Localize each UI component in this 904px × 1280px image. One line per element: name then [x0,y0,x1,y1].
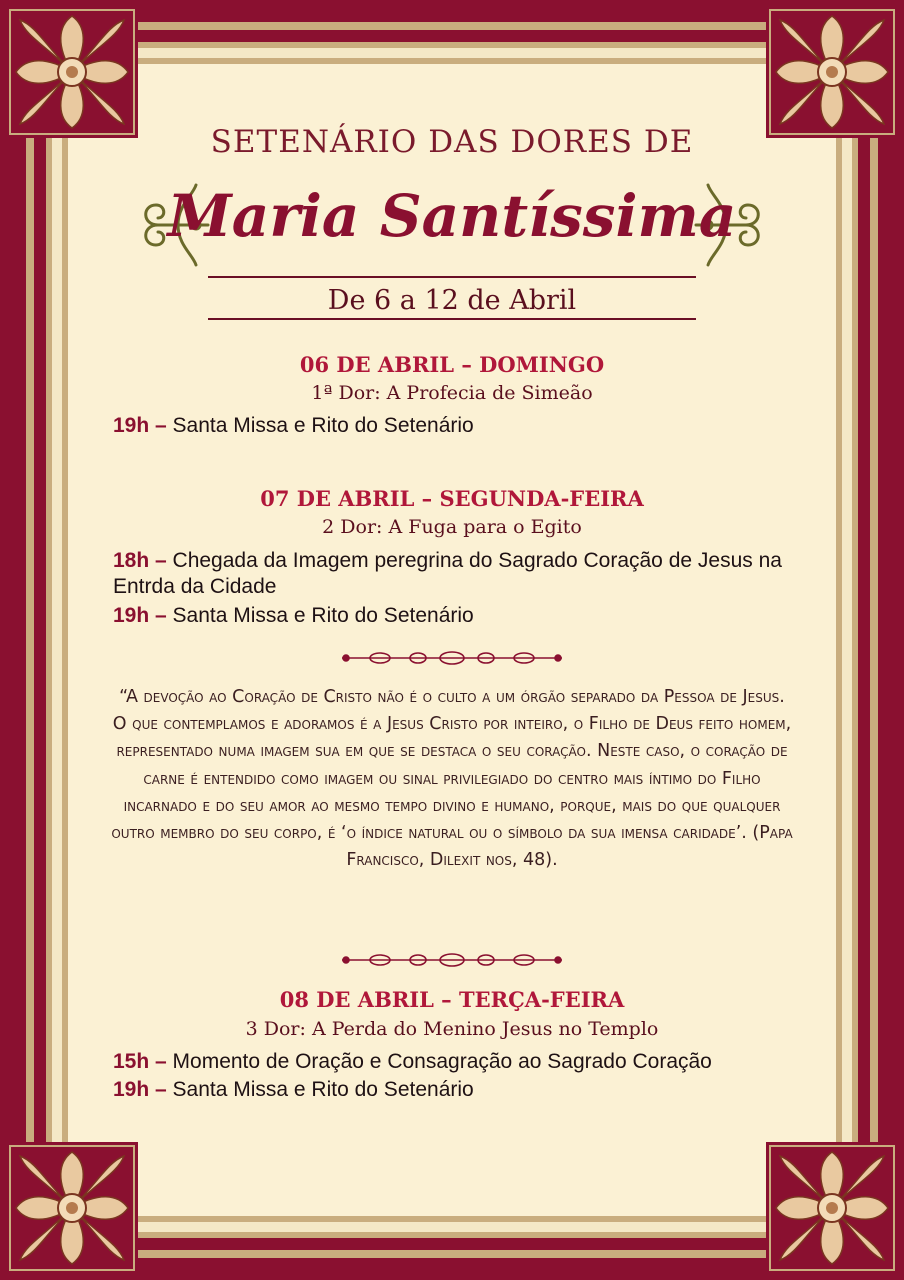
rosette-ornament-icon [766,1142,898,1274]
rosette-ornament-icon [6,6,138,138]
date-range: De 6 a 12 de Abril [327,285,577,316]
title-rule-top [208,276,696,278]
schedule-item [113,548,803,600]
dor-title: 3 Dor: A Perda do Menino Jesus no Templo [245,1018,659,1040]
main-title: Maria Santíssima [167,182,737,250]
schedule-item [113,1049,803,1075]
rosette-ornament-icon [766,6,898,138]
event-text: Santa Missa e Rito do Setenário [166,1078,474,1101]
event-text: Chegada da Imagem peregrina do Sagrado Coração de Jesus na Entrda da Cidade [113,549,782,598]
event-text: Santa Missa e Rito do Setenário [166,414,474,437]
event-time: 15h – [113,1050,167,1073]
event-time: 19h – [113,414,167,437]
event-time: 19h – [113,1078,167,1101]
dor-title: 2 Dor: A Fuga para o Egito [322,516,582,538]
rosette-ornament-icon [6,1142,138,1274]
event-time: 18h – [113,549,167,572]
day-heading: 08 DE ABRIL – TERÇA-FEIRA [279,987,625,1012]
subtitle: SETENÁRIO DAS DORES DE [210,124,694,160]
title-rule-bottom [208,318,696,320]
schedule-item [113,413,803,439]
day-heading: 07 DE ABRIL – SEGUNDA-FEIRA [260,486,644,511]
event-text: Santa Missa e Rito do Setenário [166,604,474,627]
event-time: 19h – [113,604,167,627]
knot-divider-icon [340,953,564,967]
event-text: Momento de Oração e Consagração ao Sagrado Coração [166,1050,712,1073]
quote-paragraph: “A devoção ao Coração de Cristo não é o culto a um órgão separado da Pessoa de Jesus. O que contemplamos e adoramos é a Jesus Cristo por inteiro, o Filho de Deus feito homem, representado numa imagem sua em que se destaca o seu coração. Neste caso, o coração de carne é entendido como imagem ou sinal privilegiado do centro mais íntimo do Filho incarnado e do seu amor ao mesmo tempo divino e humano, porque, mais do que qualquer outro membro do seu corpo, é ‘o índice natural ou o símbolo da sua imensa caridade’. (Papa Francisco, Dilexit nos, 48). [111,687,793,871]
schedule-item [113,1077,803,1103]
dor-title: 1ª Dor: A Profecia de Simeão [311,382,593,404]
knot-divider-icon [340,651,564,665]
schedule-item [113,603,803,629]
day-heading: 06 DE ABRIL – DOMINGO [299,352,605,377]
